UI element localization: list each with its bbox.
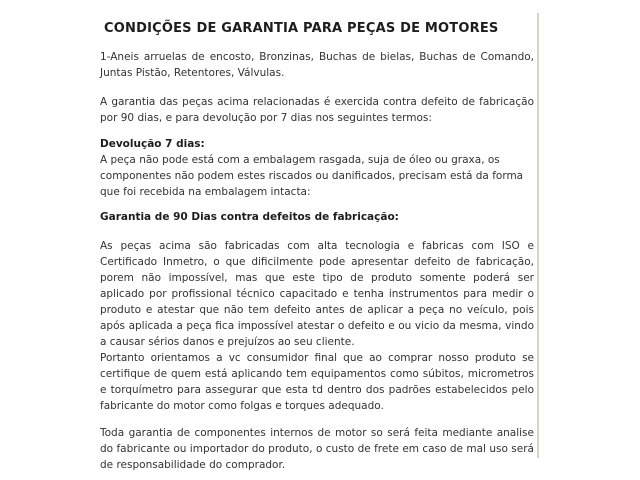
paragraph-warranty-body-1: As peças acima são fabricadas com alta tecnologia e fabricas com ISO e Certificado Inmetro, o que dificilmente pode apresentar defeito de fabricação, porem não impossível, mas que este tipo de produto somente poderá ser aplicado por profissional técnico capacitado e tenha instrumentos para medir o produto e atestar que não tem defeito antes de aplicar a peça no veículo, pois após aplicada a peça fica impossível atestar o defeito e ou vicio da mesma, vindo a causar sérios danos e prejuízos ao seu cliente.: [100, 240, 534, 348]
document-content: [100, 21, 534, 473]
heading-devolution-7-days: Devolução 7 dias:: [100, 138, 205, 150]
heading-90-day-warranty: Garantia de 90 Dias contra defeitos de fabricação:: [100, 211, 399, 223]
page-right-border-line: [537, 13, 539, 458]
paragraph-warranty-terms: A garantia das peças acima relacionadas é exercida contra defeito de fabricação por 90 dias, e para devolução por 7 dias nos seguintes termos:: [100, 96, 534, 124]
paragraph-devolution-body: A peça não pode está com a embalagem rasgada, suja de óleo ou graxa, os componentes não podem estes riscados ou danificados, precisam está da forma que foi recebida na embalagem intacta:: [100, 154, 524, 198]
paragraph-final-note: Toda garantia de componentes internos de motor so será feita mediante analise do fabricante ou importador do produto, o custo de frete em caso de mal uso será de responsabilidade do comprador.: [100, 427, 534, 471]
paragraph-warranty-body-2: Portanto orientamos a vc consumidor final que ao comprar nosso produto se certifique de quem está aplicando tem equipamentos como súbitos, micrometros e torquímetro para assegurar que esta td dentro dos padrões estabelecidos pelo fabricante do motor como folgas e torques adequado.: [100, 352, 534, 412]
paragraph-parts-list: 1-Aneis arruelas de encosto, Bronzinas, Buchas de bielas, Buchas de Comando, Juntas Pistão, Retentores, Válvulas.: [100, 51, 534, 79]
page-title: CONDIÇÕES DE GARANTIA PARA PEÇAS DE MOTORES: [104, 21, 499, 36]
